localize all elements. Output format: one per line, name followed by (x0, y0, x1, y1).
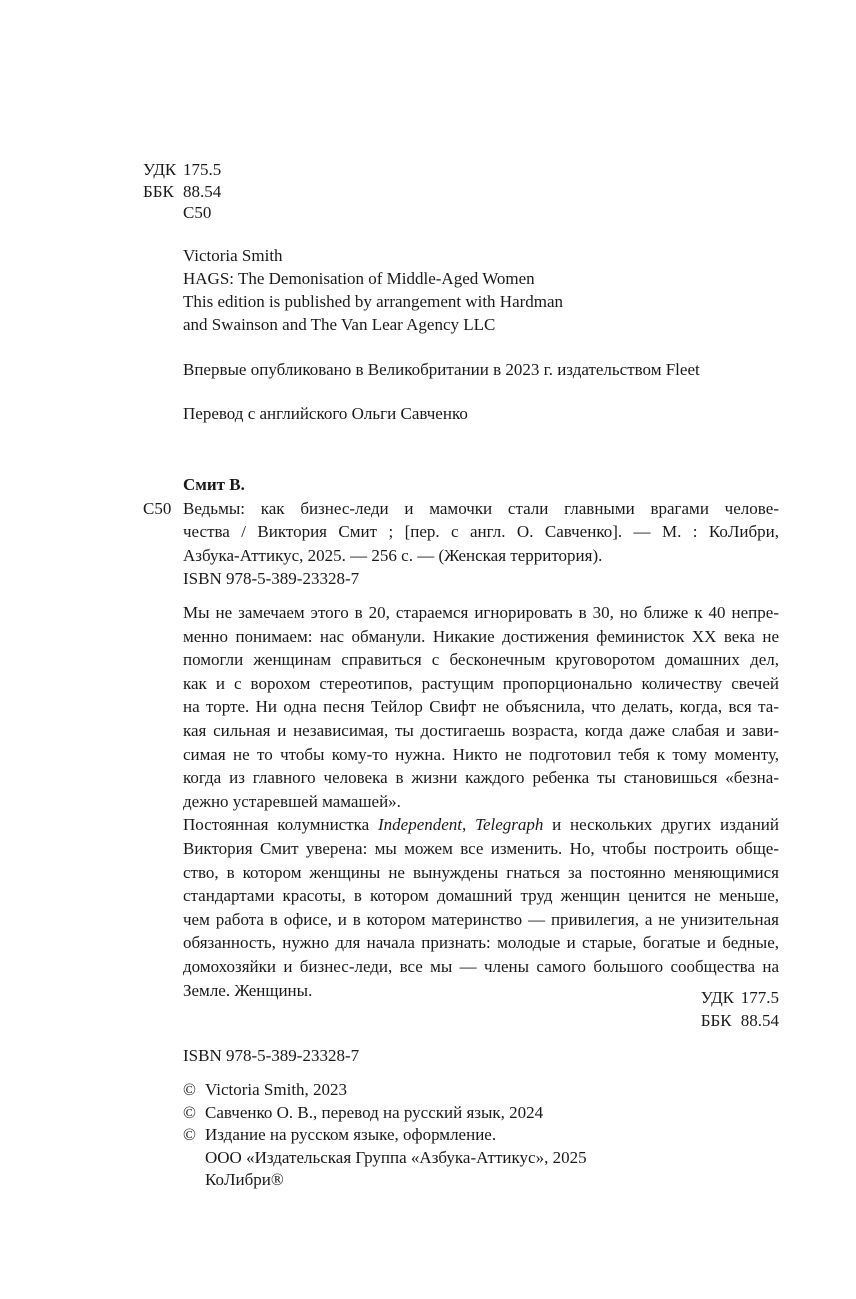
author-sign: С50 (183, 203, 212, 222)
copyright-line: Издание на русском языке, оформление. (205, 1125, 497, 1145)
first-published-note: Впервые опубликовано в Великобритании в 2023 г. издательством Fleet (183, 360, 700, 379)
original-title: HAGS: The Demonisation of Middle-Aged Women (183, 269, 535, 288)
annotation-line: на торте. Ни одна песня Тейлор Свифт не объяснила, что делать, когда, вся та- (183, 697, 779, 717)
bib-isbn: ISBN 978-5-389-23328-7 (183, 569, 360, 589)
bib-line: чества / Виктория Смит ; [пер. с англ. О. Савченко]. — М. : КоЛибри, (183, 522, 779, 542)
text-segment: и нескольких других изданий (543, 815, 779, 835)
udk-label: УДК (700, 988, 735, 1007)
annotation-line: стандартами красоты, в котором домашний труд женщин ценится не меньше, (183, 886, 779, 906)
annotation-line: кая сильная и независимая, ты достигаешь возраста, когда даже слабая и зави- (183, 720, 779, 740)
annotation-line: Земле. Женщины. (183, 980, 313, 1000)
bbk-value: 88.54 (740, 1011, 779, 1030)
annotation-line: Мы не замечаем этого в 20, стараемся игнорировать в 30, но ближе к 40 непре- (183, 603, 779, 622)
annotation-line: когда из главного человека в жизни каждого ребенка ты становишься «безна- (183, 768, 779, 788)
annotation-line: помогли женщинам справиться с бесконечным круговоротом домашних дел, (183, 650, 779, 670)
classification-codes-bottom (701, 986, 779, 1032)
text-segment: , (462, 815, 476, 835)
bibliographic-record (143, 473, 779, 591)
udk-value: 177.5 (740, 988, 779, 1007)
annotation-line: дежно устаревшей мамашей». (183, 791, 401, 811)
author-sign: С50 (143, 498, 172, 518)
author-heading: Смит В. (183, 475, 245, 494)
rights-line: This edition is published by arrangement with Hardman (183, 292, 564, 311)
copyright-block (183, 1079, 779, 1192)
annotation-line: как и с ворохом стереотипов, растущим пропорционально количеству свечей (183, 673, 779, 693)
bbk-value: 88.54 (183, 181, 222, 201)
copyright-line: ООО «Издательская Группа «Азбука-Аттикус», 2025 (205, 1147, 587, 1167)
copyright-icon: © (183, 1125, 196, 1145)
copyright-line: КоЛибри® (205, 1170, 284, 1190)
annotation-line (183, 813, 779, 837)
publication-name: Independent (377, 815, 463, 835)
annotation-line: ство, в котором женщины не вынуждены гнаться за постоянно меняющимися (183, 862, 779, 882)
bib-line: Азбука-Аттикус, 2025. — 256 с. — (Женская территория). (183, 545, 603, 565)
text-segment: Постоянная колумнистка (183, 815, 378, 835)
annotation-line: менно понимаем: нас обманули. Никакие достижения феминисток XX века не (183, 626, 779, 646)
udk-label: УДК (143, 160, 177, 179)
bib-line: Ведьмы: как бизнес-леди и мамочки стали главными врагами человe- (183, 498, 779, 518)
publication-name: Telegraph (475, 815, 544, 835)
classification-codes (143, 159, 739, 224)
annotation-line: домохозяйки и бизнес-леди, все мы — члены самого большого сообщества на (183, 956, 779, 976)
copyright-line: Савченко О. В., перевод на русский язык, 2024 (205, 1102, 544, 1122)
annotation-line: Виктория Смит уверена: мы можем все изменить. Но, чтобы построить обще- (183, 838, 779, 858)
bbk-label: ББК (143, 181, 174, 201)
bbk-label: ББК (700, 1011, 732, 1030)
original-edition-info (183, 244, 779, 336)
annotation (183, 601, 779, 1002)
copyright-line: Victoria Smith, 2023 (205, 1080, 348, 1099)
annotation-line: обязанность, нужно для начала признать: молодые и старые, богатые и бедные, (183, 933, 779, 953)
original-author: Victoria Smith (183, 246, 283, 265)
rights-line: and Swainson and The Van Lear Agency LLC (183, 315, 496, 334)
udk-value: 175.5 (183, 160, 222, 179)
annotation-line: симая не то чтобы кому-то нужна. Никто не подготовил тебя к тому моменту, (183, 744, 779, 764)
isbn: ISBN 978-5-389-23328-7 (183, 1046, 360, 1065)
copyright-icon: © (183, 1102, 196, 1122)
translator-note: Перевод с английского Ольги Савченко (183, 404, 468, 423)
annotation-line: чем работа в офисе, и в котором материнство — привилегия, а не унизительная (183, 909, 779, 929)
copyright-icon: © (183, 1080, 196, 1099)
